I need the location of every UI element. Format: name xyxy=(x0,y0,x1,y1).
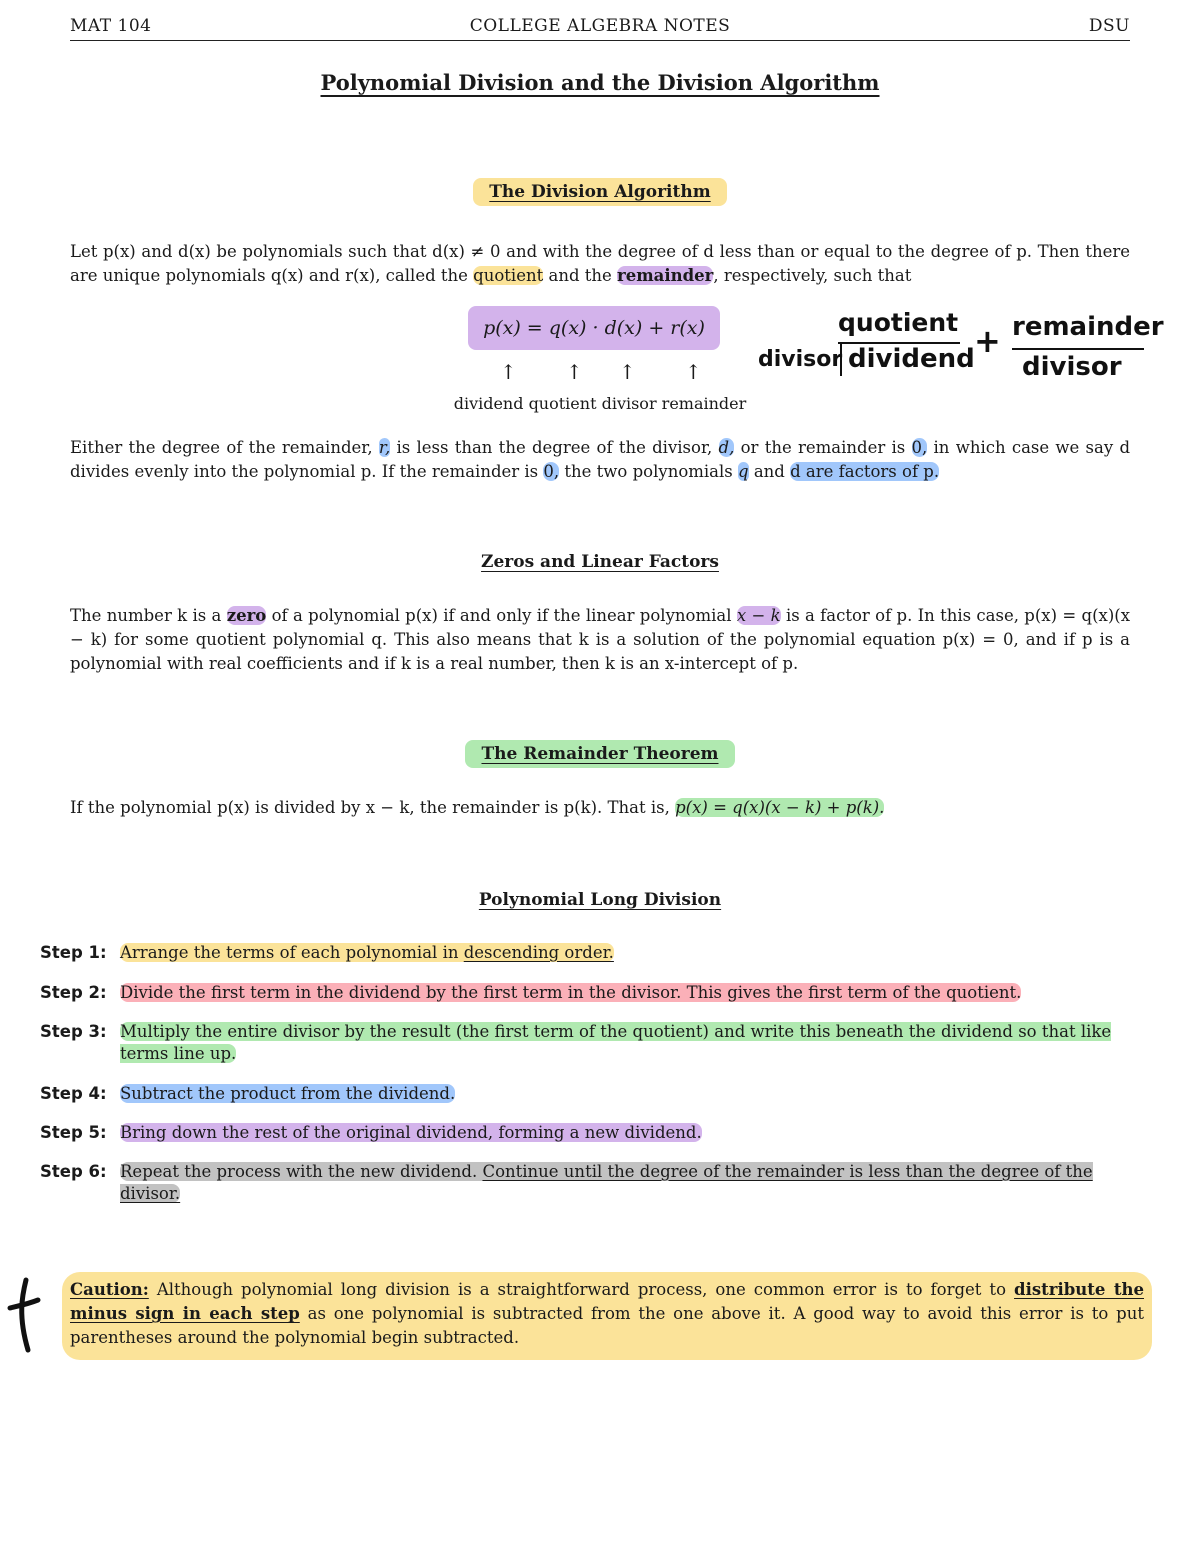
step-5: Step 5: Bring down the rest of the original dividend, forming a new dividend. xyxy=(40,1123,702,1142)
long-division-heading: Polynomial Long Division xyxy=(478,890,722,910)
step-1: Step 1: Arrange the terms of each polynomial in descending order. xyxy=(40,943,614,962)
handwritten-plus: + xyxy=(974,322,1001,360)
handwritten-dividend: dividend xyxy=(848,344,975,374)
caution-box: Caution: Although polynomial long division is a straightforward process, one common error is to forget to distribute the minus sign in each step as one polynomial is subtracted from the one above it. A good way to avoid this error is to put parentheses around the polynomial begin subtracted. xyxy=(62,1272,1152,1360)
fraction-bar xyxy=(1012,348,1144,350)
handwritten-divisor-2: divisor xyxy=(1022,352,1122,382)
quotient-highlight: quotient xyxy=(473,266,544,285)
step-2: Step 2: Divide the first term in the dividend by the first term in the divisor. This gives the first term of the quotient. xyxy=(40,983,1022,1002)
division-equation: p(x) = q(x) · d(x) + r(x) xyxy=(468,306,720,350)
arrow-remainder: ↑ xyxy=(685,360,702,384)
equation-labels: dividend quotient divisor remainder xyxy=(453,394,747,413)
handwritten-mark-icon xyxy=(4,1276,44,1356)
page-header xyxy=(70,16,1130,41)
header-title: COLLEGE ALGEBRA NOTES xyxy=(469,16,731,36)
remainder-explanation: Either the degree of the remainder, r, is less than the degree of the divisor, d, or the remainder is 0, in which case we say d divides evenly into the polynomial p. If the remainder is 0, the two polynomials q and d are factors of p. xyxy=(70,438,1131,481)
handwritten-remainder: remainder xyxy=(1012,312,1164,342)
course-code: MAT 104 xyxy=(70,16,152,36)
handwritten-quotient: quotient xyxy=(838,308,959,337)
arrow-dividend: ↑ xyxy=(500,360,517,384)
arrow-quotient: ↑ xyxy=(566,360,583,384)
step-3: Step 3: Multiply the entire divisor by the result (the first term of the quotient) and write this beneath the dividend so that like terms line up. xyxy=(40,1022,1112,1063)
remainder-highlight: remainder xyxy=(617,266,714,285)
zeros-paragraph: The number k is a zero of a polynomial p(x) if and only if the linear polynomial x − k is a factor of p. In this case, p(x) = q(x)(x − k) for some quotient polynomial q. This also means that k is a solution of the polynomial equation p(x) = 0, and if p is a polynomial with real coefficients and if k is a real number, then k is an x-intercept of p. xyxy=(70,606,1130,673)
step-4: Step 4: Subtract the product from the dividend. xyxy=(40,1084,456,1103)
page-title: Polynomial Division and the Division Algorithm xyxy=(320,70,880,95)
division-algorithm-heading: The Division Algorithm xyxy=(0,182,1200,202)
remainder-theorem-text: If the polynomial p(x) is divided by x − k, the remainder is p(k). That is, p(x) = q(x)(x − k) + p(k). xyxy=(70,798,885,817)
step-6: Step 6: Repeat the process with the new dividend. Continue until the degree of the remainder is less than the degree of the divisor. xyxy=(40,1162,1093,1203)
arrow-divisor: ↑ xyxy=(619,360,636,384)
division-algorithm-statement: Let p(x) and d(x) be polynomials such that d(x) ≠ 0 and with the degree of d less than or equal to the degree of p. Then there are unique polynomials q(x) and r(x), called the quotient and the remainder, respectively, such that xyxy=(70,242,1130,285)
remainder-theorem-heading: The Remainder Theorem xyxy=(0,744,1200,764)
handwritten-divisor: divisor xyxy=(758,347,843,372)
institution: DSU xyxy=(1088,16,1130,36)
zeros-heading: Zeros and Linear Factors xyxy=(481,552,719,572)
